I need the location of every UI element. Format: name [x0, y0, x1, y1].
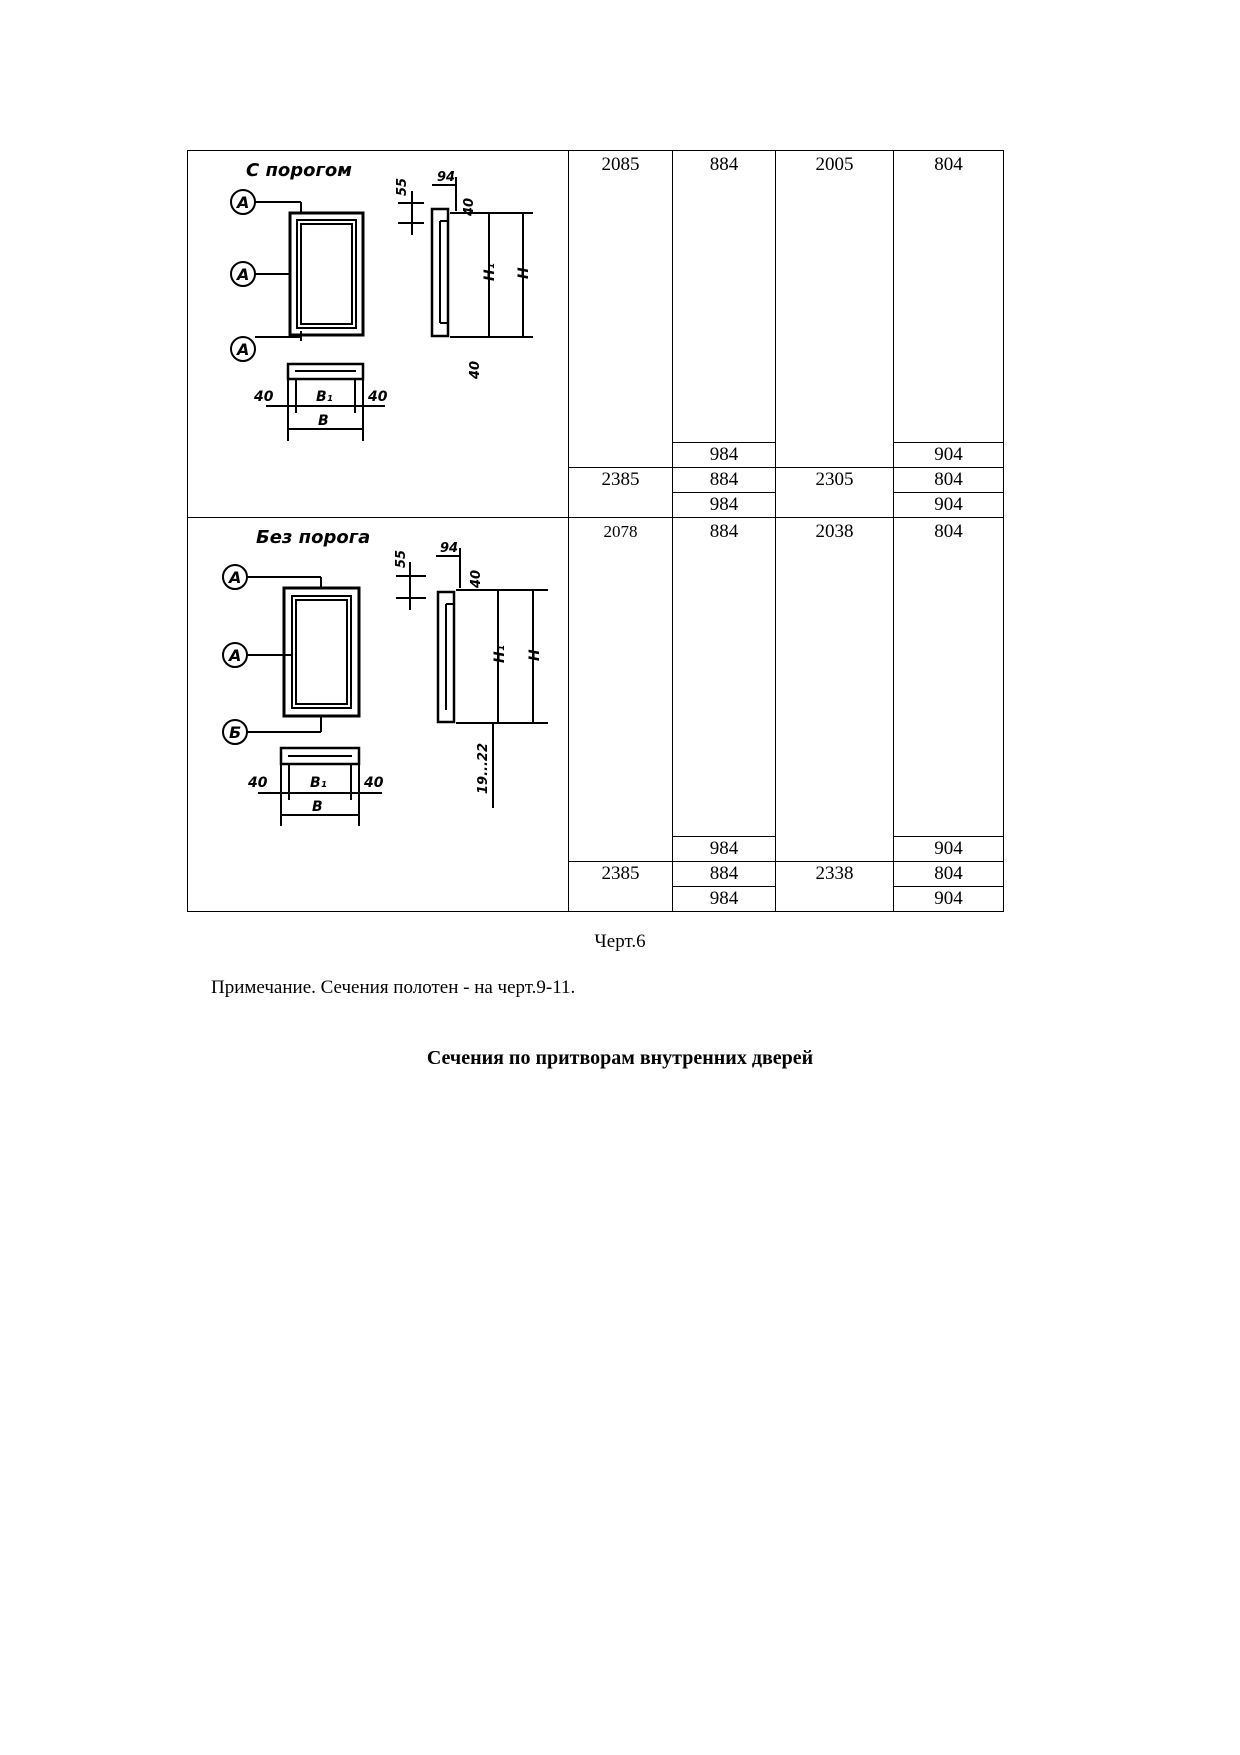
cell-b1: 904	[894, 886, 1004, 911]
dimension-label: 40	[462, 197, 477, 216]
cell-b1: 804	[894, 861, 1004, 886]
cell-b: 884	[673, 861, 776, 886]
cell-b: 884	[673, 151, 776, 443]
dimension-label: 94	[437, 170, 456, 185]
cell-b1: 904	[894, 443, 1004, 468]
cell-h1: 2038	[776, 518, 894, 836]
cell-h1: 2338	[776, 861, 894, 886]
cell-empty	[569, 443, 673, 468]
dimension-label: H	[516, 267, 532, 279]
cell-b: 984	[673, 443, 776, 468]
dimension-label: 55	[395, 177, 410, 196]
cell-b1: 804	[894, 518, 1004, 836]
dimension-label: 40	[368, 389, 388, 405]
drawing-title: С порогом	[246, 160, 353, 181]
door-frame-drawing-no-threshold	[188, 518, 569, 906]
cell-b: 884	[673, 468, 776, 493]
cell-b: 984	[673, 886, 776, 911]
dimension-label: 19...22	[476, 743, 491, 795]
dimension-label: 94	[440, 541, 459, 557]
cell-h: 2385	[569, 468, 673, 493]
cell-b1: 804	[894, 151, 1004, 443]
cell-empty	[776, 836, 894, 861]
cell-h: 2085	[569, 151, 673, 443]
dimension-label: H₁	[482, 263, 498, 281]
dimension-label: 40	[248, 775, 268, 792]
cell-empty	[569, 493, 673, 518]
section-title: Сечения по притворам внутренних дверей	[426, 1047, 814, 1069]
dimension-label: 55	[394, 550, 409, 569]
callout-label: А	[237, 340, 250, 359]
cell-b1: 804	[894, 468, 1004, 493]
callout-label: А	[229, 646, 242, 666]
dimension-label: B₁	[316, 389, 333, 405]
cell-empty	[569, 886, 673, 911]
figure-without-threshold	[188, 518, 569, 912]
cell-empty	[776, 443, 894, 468]
dimension-label: H₁	[492, 645, 508, 664]
cell-empty	[776, 886, 894, 911]
note-text: Примечание. Сечения полотен - на черт.9-11.	[211, 977, 576, 998]
cell-empty	[569, 836, 673, 861]
cell-b: 884	[673, 518, 776, 836]
callout-label: А	[229, 568, 242, 588]
dimension-label: 40	[364, 775, 384, 792]
figure-caption: Черт.6	[594, 931, 646, 952]
door-frame-drawing-threshold	[188, 151, 569, 519]
dimension-label: B₁	[310, 775, 327, 792]
callout-label: А	[237, 265, 250, 284]
cell-h: 2385	[569, 861, 673, 886]
dimension-label: H	[527, 649, 543, 662]
figure-with-threshold	[188, 151, 569, 518]
dimension-label: 40	[469, 570, 484, 589]
cell-h: 2078	[569, 518, 673, 836]
cell-b: 984	[673, 493, 776, 518]
cell-empty	[776, 493, 894, 518]
cell-b1: 904	[894, 836, 1004, 861]
cell-h1: 2005	[776, 151, 894, 443]
dimension-label: B	[318, 413, 329, 429]
cell-b1: 904	[894, 493, 1004, 518]
dimension-label: B	[312, 799, 323, 816]
cell-h1: 2305	[776, 468, 894, 493]
dimensions-table	[187, 150, 1004, 912]
callout-label: Б	[229, 723, 242, 743]
drawing-title: Без порога	[256, 527, 371, 549]
dimension-label: 40	[254, 389, 274, 405]
dimension-label: 40	[468, 360, 483, 379]
callout-label: А	[237, 193, 250, 212]
cell-b: 984	[673, 836, 776, 861]
